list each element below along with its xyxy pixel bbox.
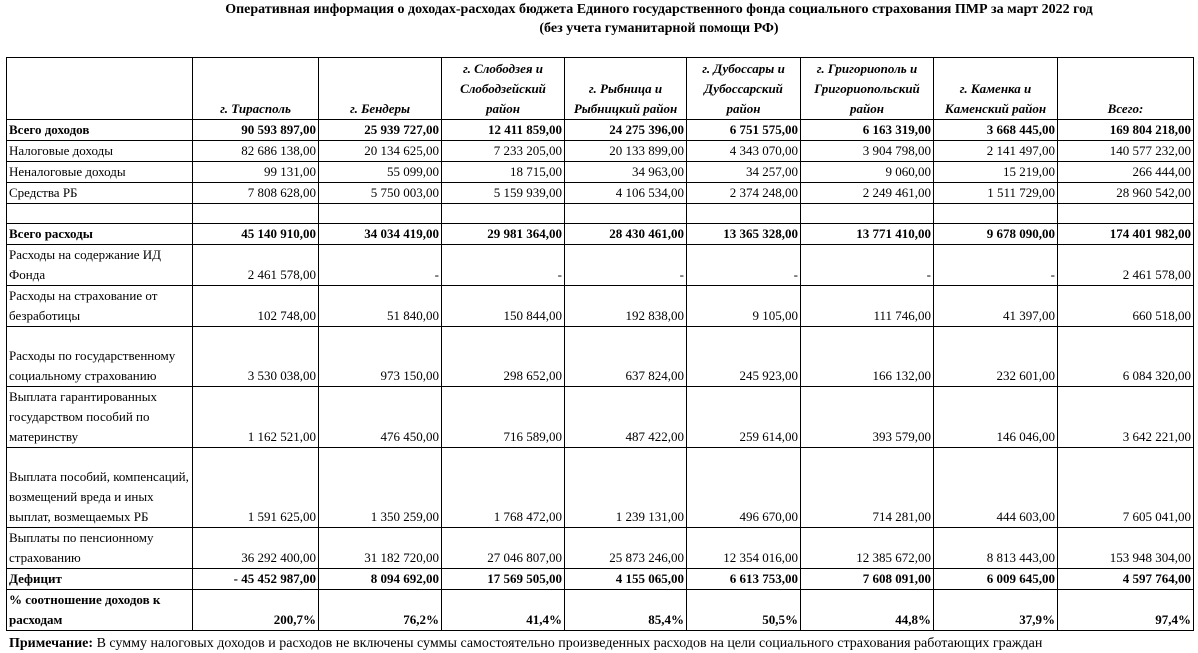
cell-value: 15 219,00: [934, 162, 1058, 183]
cell-value: 20 134 625,00: [319, 141, 442, 162]
cell-value: -: [442, 245, 565, 286]
cell-value: 99 131,00: [193, 162, 319, 183]
row-pension-insurance: [7, 528, 1194, 569]
row-total-expenses: [7, 224, 1194, 245]
cell-value: 9 060,00: [801, 162, 934, 183]
cell-value: 76,2%: [319, 590, 442, 631]
cell-value: 3 668 445,00: [934, 120, 1058, 141]
cell-value: 12 385 672,00: [801, 528, 934, 569]
cell-value: 12 411 859,00: [442, 120, 565, 141]
row-income-expense-ratio: [7, 590, 1194, 631]
cell-value: 7 605 041,00: [1058, 448, 1194, 528]
header-total: Всего:: [1058, 58, 1194, 120]
cell-value: -: [687, 245, 801, 286]
row-label: % соотношение доходов к расходам: [7, 590, 193, 631]
row-label: Средства РБ: [7, 183, 193, 204]
cell-value: 8 094 692,00: [319, 569, 442, 590]
cell-value: 29 981 364,00: [442, 224, 565, 245]
cell-value: 34 963,00: [565, 162, 687, 183]
header-slobodzeya: г. Слободзея и Слободзейский район: [442, 58, 565, 120]
row-tax-income: [7, 141, 1194, 162]
cell-value: 2 374 248,00: [687, 183, 801, 204]
header-bendery: г. Бендеры: [319, 58, 442, 120]
cell-value: 150 844,00: [442, 286, 565, 327]
cell-value: 146 046,00: [934, 387, 1058, 448]
report-title-line2: (без учета гуманитарной помощи РФ): [539, 21, 779, 36]
cell-value: 6 163 319,00: [801, 120, 934, 141]
row-label: Расходы на содержание ИД Фонда: [7, 245, 193, 286]
row-label: Выплата пособий, компенсаций, возмещений вреда и иных выплат, возмещаемых РБ: [7, 448, 193, 528]
cell-value: 192 838,00: [565, 286, 687, 327]
cell-value: 476 450,00: [319, 387, 442, 448]
cell-value: 12 354 016,00: [687, 528, 801, 569]
cell-value: 82 686 138,00: [193, 141, 319, 162]
row-label: Неналоговые доходы: [7, 162, 193, 183]
report-title-line1: Оперативная информация о доходах-расходах бюджета Единого государственного фонда социального страхования ПМР за март 2022 год: [225, 2, 1093, 17]
row-nontax-income: [7, 162, 1194, 183]
cell-value: 973 150,00: [319, 327, 442, 387]
cell-value: 20 133 899,00: [565, 141, 687, 162]
cell-value: 90 593 897,00: [193, 120, 319, 141]
cell-value: 44,8%: [801, 590, 934, 631]
cell-value: 1 511 729,00: [934, 183, 1058, 204]
cell-value: 7 608 091,00: [801, 569, 934, 590]
cell-value: 9 105,00: [687, 286, 801, 327]
cell-value: 41,4%: [442, 590, 565, 631]
cell-value: 31 182 720,00: [319, 528, 442, 569]
cell-value: 85,4%: [565, 590, 687, 631]
row-maternity-benefits: [7, 387, 1194, 448]
cell-value: 5 159 939,00: [442, 183, 565, 204]
row-spacer: [7, 204, 1194, 224]
cell-value: 4 106 534,00: [565, 183, 687, 204]
cell-value: 6 009 645,00: [934, 569, 1058, 590]
header-corner: [7, 58, 193, 120]
cell-value: 36 292 400,00: [193, 528, 319, 569]
cell-value: 41 397,00: [934, 286, 1058, 327]
cell-value: 3 530 038,00: [193, 327, 319, 387]
cell-value: 102 748,00: [193, 286, 319, 327]
row-label: [7, 204, 193, 224]
header-kamenka: г. Каменка и Каменский район: [934, 58, 1058, 120]
header-dubossary: г. Дубоссары и Дубоссарский район: [687, 58, 801, 120]
cell-value: 245 923,00: [687, 327, 801, 387]
footnote-prefix: Примечание:: [9, 636, 94, 651]
cell-value: 200,7%: [193, 590, 319, 631]
cell-value: 2 249 461,00: [801, 183, 934, 204]
cell-value: 50,5%: [687, 590, 801, 631]
header-tiraspol: г. Тирасполь: [193, 58, 319, 120]
cell-value: 487 422,00: [565, 387, 687, 448]
cell-value: 13 771 410,00: [801, 224, 934, 245]
cell-value: 2 461 578,00: [193, 245, 319, 286]
cell-value: 1 239 131,00: [565, 448, 687, 528]
cell-value: 2 141 497,00: [934, 141, 1058, 162]
row-unemployment-insurance: [7, 286, 1194, 327]
cell-value: 153 948 304,00: [1058, 528, 1194, 569]
cell-value: 2 461 578,00: [1058, 245, 1194, 286]
cell-value: 393 579,00: [801, 387, 934, 448]
cell-value: 51 840,00: [319, 286, 442, 327]
cell-value: [442, 204, 565, 224]
cell-value: 4 155 065,00: [565, 569, 687, 590]
row-label: Налоговые доходы: [7, 141, 193, 162]
cell-value: 111 746,00: [801, 286, 934, 327]
cell-value: 28 960 542,00: [1058, 183, 1194, 204]
row-rb-funds: [7, 183, 1194, 204]
report-title: [0, 0, 1198, 38]
footnote: [9, 635, 1042, 652]
row-label: Всего доходов: [7, 120, 193, 141]
header-row: [7, 58, 1194, 120]
cell-value: 9 678 090,00: [934, 224, 1058, 245]
row-compensation-payments: [7, 448, 1194, 528]
cell-value: 25 939 727,00: [319, 120, 442, 141]
cell-value: 637 824,00: [565, 327, 687, 387]
cell-value: 6 084 320,00: [1058, 327, 1194, 387]
cell-value: [934, 204, 1058, 224]
cell-value: [1058, 204, 1194, 224]
cell-value: 4 597 764,00: [1058, 569, 1194, 590]
cell-value: 13 365 328,00: [687, 224, 801, 245]
cell-value: 660 518,00: [1058, 286, 1194, 327]
cell-value: 259 614,00: [687, 387, 801, 448]
row-label: Всего расходы: [7, 224, 193, 245]
cell-value: 140 577 232,00: [1058, 141, 1194, 162]
cell-value: 8 813 443,00: [934, 528, 1058, 569]
cell-value: 6 613 753,00: [687, 569, 801, 590]
cell-value: 1 591 625,00: [193, 448, 319, 528]
cell-value: 18 715,00: [442, 162, 565, 183]
cell-value: 37,9%: [934, 590, 1058, 631]
header-grigoriopol: г. Григориополь и Григориопольский район: [801, 58, 934, 120]
cell-value: 17 569 505,00: [442, 569, 565, 590]
cell-value: [193, 204, 319, 224]
cell-value: -: [934, 245, 1058, 286]
cell-value: 25 873 246,00: [565, 528, 687, 569]
header-rybnitsa: г. Рыбница и Рыбницкий район: [565, 58, 687, 120]
row-fund-maintenance: [7, 245, 1194, 286]
cell-value: 45 140 910,00: [193, 224, 319, 245]
cell-value: -: [565, 245, 687, 286]
row-label: Расходы по государственному социальному страхованию: [7, 327, 193, 387]
cell-value: -: [319, 245, 442, 286]
cell-value: 3 904 798,00: [801, 141, 934, 162]
cell-value: 1 350 259,00: [319, 448, 442, 528]
cell-value: 174 401 982,00: [1058, 224, 1194, 245]
cell-value: 169 804 218,00: [1058, 120, 1194, 141]
row-deficit: [7, 569, 1194, 590]
cell-value: 55 099,00: [319, 162, 442, 183]
cell-value: 166 132,00: [801, 327, 934, 387]
row-state-social-insurance: [7, 327, 1194, 387]
cell-value: [801, 204, 934, 224]
row-label: Расходы на страхование от безработицы: [7, 286, 193, 327]
cell-value: -: [801, 245, 934, 286]
cell-value: [319, 204, 442, 224]
cell-value: 97,4%: [1058, 590, 1194, 631]
row-label: Дефицит: [7, 569, 193, 590]
cell-value: 7 808 628,00: [193, 183, 319, 204]
cell-value: 714 281,00: [801, 448, 934, 528]
row-total-income: [7, 120, 1194, 141]
cell-value: 444 603,00: [934, 448, 1058, 528]
cell-value: [565, 204, 687, 224]
footnote-text: В сумму налоговых доходов и расходов не включены суммы самостоятельно произведенных расходов на цели социального страхования работающих граждан: [93, 636, 1043, 651]
cell-value: - 45 452 987,00: [193, 569, 319, 590]
cell-value: 7 233 205,00: [442, 141, 565, 162]
cell-value: 27 046 807,00: [442, 528, 565, 569]
cell-value: 6 751 575,00: [687, 120, 801, 141]
cell-value: 4 343 070,00: [687, 141, 801, 162]
cell-value: 34 034 419,00: [319, 224, 442, 245]
cell-value: 34 257,00: [687, 162, 801, 183]
cell-value: 1 162 521,00: [193, 387, 319, 448]
budget-table: [6, 57, 1194, 631]
cell-value: 5 750 003,00: [319, 183, 442, 204]
cell-value: 496 670,00: [687, 448, 801, 528]
cell-value: 28 430 461,00: [565, 224, 687, 245]
cell-value: 24 275 396,00: [565, 120, 687, 141]
cell-value: 298 652,00: [442, 327, 565, 387]
cell-value: [687, 204, 801, 224]
row-label: Выплаты по пенсионному страхованию: [7, 528, 193, 569]
cell-value: 266 444,00: [1058, 162, 1194, 183]
row-label: Выплата гарантированных государством пособий по материнству: [7, 387, 193, 448]
cell-value: 1 768 472,00: [442, 448, 565, 528]
cell-value: 232 601,00: [934, 327, 1058, 387]
cell-value: 3 642 221,00: [1058, 387, 1194, 448]
cell-value: 716 589,00: [442, 387, 565, 448]
